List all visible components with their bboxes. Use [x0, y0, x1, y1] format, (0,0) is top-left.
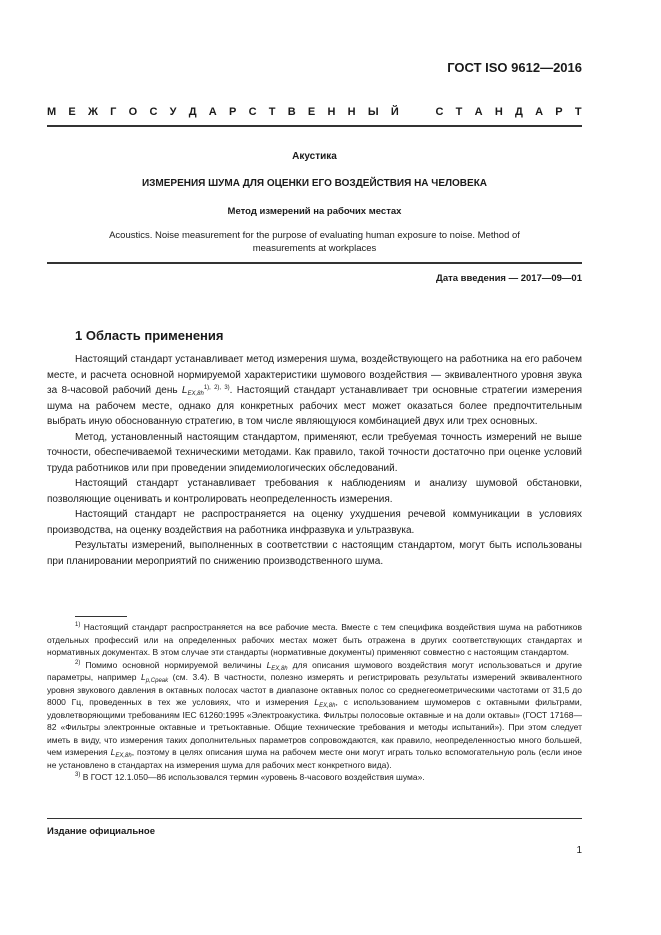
interstate-letter: Р	[228, 106, 237, 118]
footnote-ref: 1), 2), 3)	[203, 385, 230, 391]
interstate-letter: Н	[494, 106, 503, 118]
subject-title: Акустика	[292, 151, 337, 162]
standard-number: ГОСТ ISO 9612—2016	[447, 60, 582, 75]
edition-label: Издание официальное	[47, 826, 155, 837]
english-title: Acoustics. Noise measurement for the purpose of evaluating human exposure to noise. Method of measurements at workplaces	[109, 230, 520, 254]
interstate-letter: Н	[347, 106, 356, 118]
footnote-2: $^{2)}$ Помимо основной нормируемой величины $L_{EX,8h}$ для описания шумового воздействия могут использоваться и другие параметры, например $L_{p,Cpeak}$ (см. 3.4). В частности, полезно измерять и регистрировать результаты измерений эквивалентного уровня звукового давления в октавных полосах частот в диапазоне октавных полос со среднегеометрическими частотами от 31,5 до 8000 Гц, проведенных в тех же условиях, что и измерения $L_{EX,8h}$, с использованием шумомеров с октавными фильтрами, удовлетворяющими требованиям IEC 61260:1995 «Электроакустика. Фильтры полосовые октавные и на доли октавы» (ГОСТ 17168—82 «Фильтры электронные октавные и третьоктавные. Общие технические требования и методы испытаний»). При этом следует иметь в виду, что измерения таких дополнительных параметров сопровождаются, как правило, неопределенностью много большей, чем измерения $L_{EX,8h}$, поэтому в целях описания шума на рабочем месте они могут играть только вспомогательную роль (если иное не установлено в стандартах на измерения шума для рабочих мест конкретного вида).	[47, 659, 583, 770]
interstate-letter: У	[169, 106, 177, 118]
interstate-letter: Д	[188, 106, 197, 118]
footnotes	[47, 621, 582, 784]
main-title: ИЗМЕРЕНИЯ ШУМА ДЛЯ ОЦЕНКИ ЕГО ВОЗДЕЙСТВИЯ НА ЧЕЛОВЕКА	[141, 178, 488, 189]
interstate-letter: Д	[515, 106, 523, 118]
interstate-letter: Й	[390, 106, 399, 118]
interstate-letter: А	[208, 106, 217, 118]
footnote-rule	[75, 616, 127, 617]
paragraph: Настоящий стандарт устанавливает метод измерения шума, воздействующего на работника на его рабочем месте, и расчета основной нормируемой характеристики шумового воздействия — эквивалентного уровня звука за 8-часовой рабочий день $L_{EX,8h}^{1), 2), 3)}$. Настоящий стандарт устанавливает три основные стратегии измерения шума на рабочем месте, однако для конкретных рабочих мест может оказаться более предпочтительным выбрать иную обоснованную стратегию, в том числе являющуюся комбинацией двух или трех основных.	[47, 354, 582, 427]
interstate-letter: С	[248, 106, 257, 118]
interstate-letter: Г	[110, 106, 117, 118]
paragraph: Настоящий стандарт устанавливает требования к наблюдениям и анализу шумовой обстановки, позволяющие оценивать и контролировать неопределенность измерения.	[47, 478, 582, 505]
interstate-letter: М	[47, 106, 57, 118]
interstate-letter: Е	[307, 106, 316, 118]
interstate-letter: А	[535, 106, 544, 118]
interstate-letter: Е	[68, 106, 76, 118]
interstate-letter: С	[435, 106, 444, 118]
footnote-1: $^{1)}$ Настоящий стандарт распространяется на все рабочие места. Вместе с тем специфика воздействия шума на работников отдельных профессий или на определенных рабочих местах может быть отражена в других соответствующих стандартах и нормативных документах. В этом случае эти стандарты (нормативные документы) применяют совместно с настоящим стандартом.	[47, 622, 582, 657]
interstate-letter: О	[128, 106, 138, 118]
paragraph: Метод, установленный настоящим стандартом, применяют, если требуемая точность измерений не выше точности, обеспечиваемой техническими методами. Как правило, такой точности достаточно при оценке условий труда работников или при проведении эпидемиологических обследований.	[47, 431, 582, 474]
interstate-letter: Н	[327, 106, 336, 118]
title-rule	[47, 262, 582, 264]
footer-rule	[47, 818, 582, 819]
interstate-letter: А	[474, 106, 483, 118]
interstate-letter: С	[149, 106, 158, 118]
introduction-date: Дата введения — 2017—09—01	[436, 273, 582, 284]
header-rule	[47, 125, 582, 127]
interstate-letter: Р	[555, 106, 563, 118]
section-body	[47, 352, 582, 569]
section-heading: 1 Область применения	[75, 328, 224, 343]
interstate-letter: Т	[574, 106, 582, 118]
interstate-letter: В	[287, 106, 296, 118]
interstate-letter: Т	[268, 106, 276, 118]
interstate-letter: Ы	[367, 106, 379, 118]
paragraph: Результаты измерений, выполненных в соответствии с настоящим стандартом, могут быть использованы при планировании мероприятий по снижению производственного шума.	[47, 540, 582, 567]
page-number: 1	[576, 845, 582, 856]
interstate-letter: Т	[455, 106, 463, 118]
interstate-standard-heading	[47, 106, 582, 118]
interstate-letter: Ж	[87, 106, 98, 118]
footnote-3: $^{3)}$ В ГОСТ 12.1.050—86 использовался термин «уровень 8-часового воздействия шума».	[75, 772, 425, 782]
paragraph: Настоящий стандарт не распространяется на оценку ухудшения речевой коммуникации в условиях производства, на оценку воздействия на работника инфразвука и ультразвука.	[47, 509, 582, 536]
sub-title: Метод измерений на рабочих местах	[227, 206, 402, 217]
